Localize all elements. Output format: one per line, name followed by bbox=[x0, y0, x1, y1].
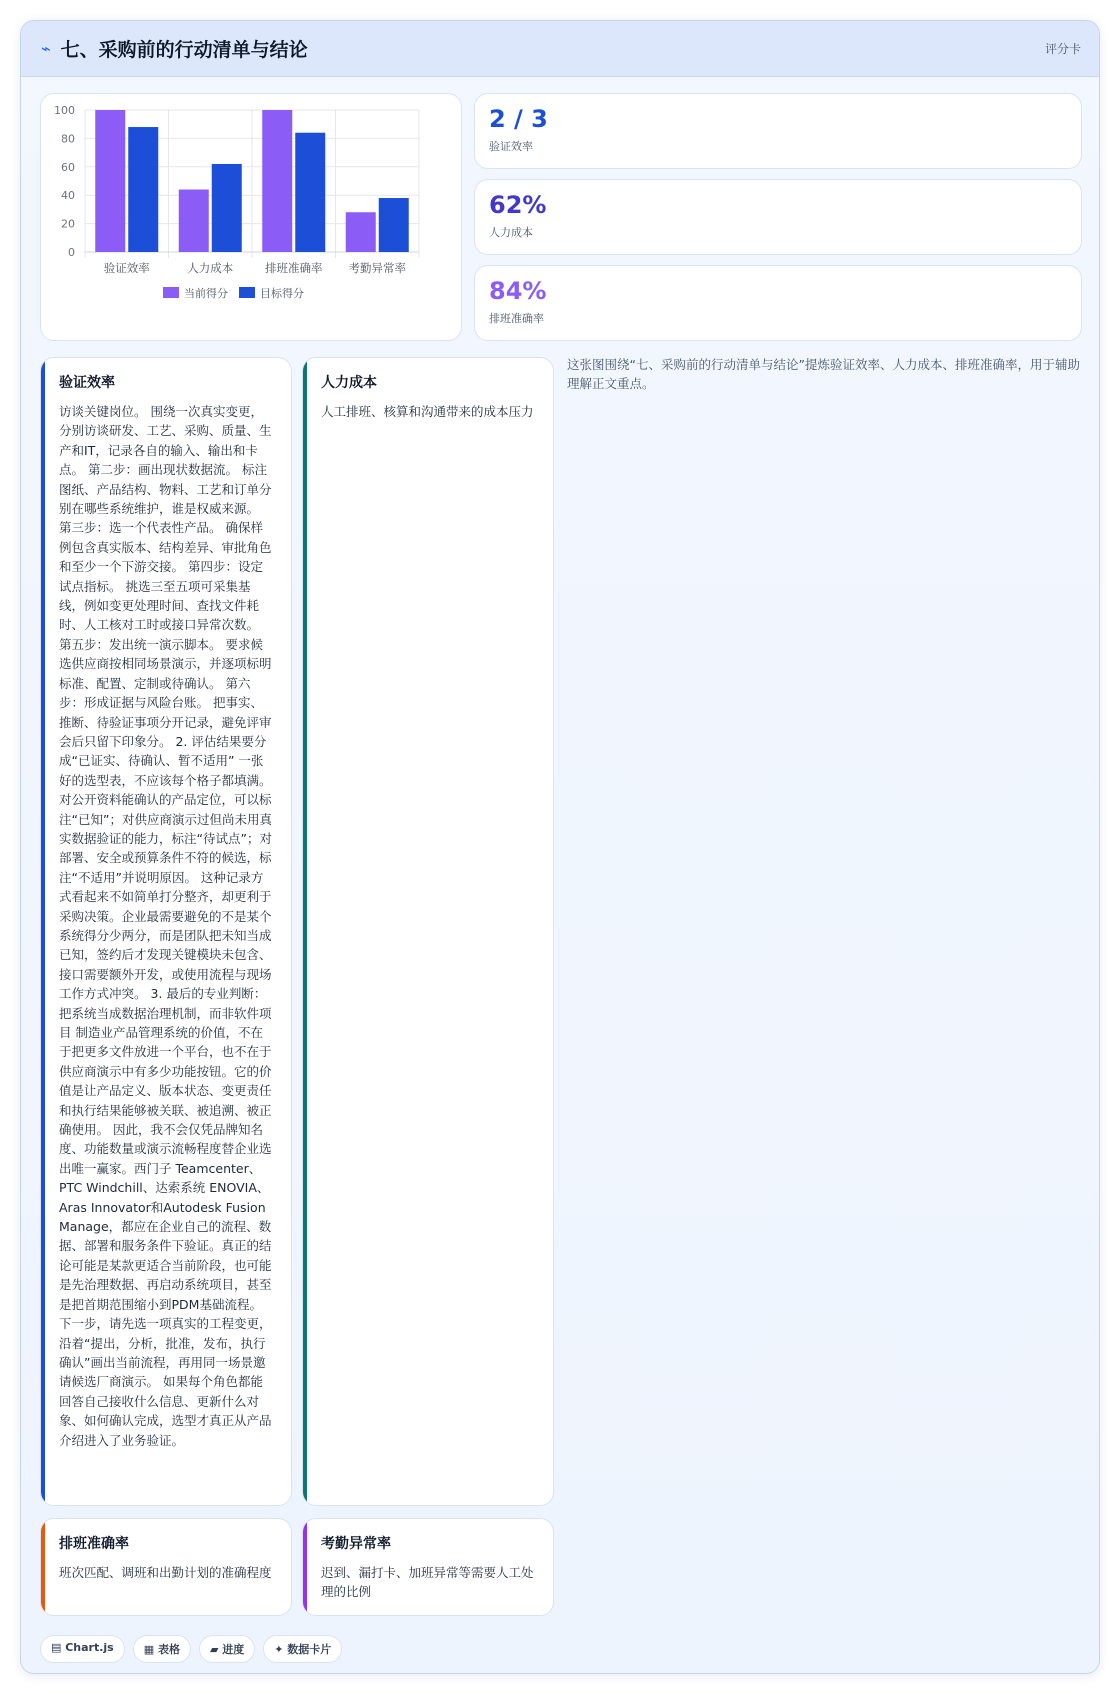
stat-card-3 bbox=[474, 265, 1082, 341]
tech-tags bbox=[40, 1635, 342, 1663]
stat-label: 排班准确率 bbox=[489, 312, 544, 325]
stat-label: 验证效率 bbox=[489, 140, 533, 153]
bar-chart-card bbox=[40, 93, 462, 341]
tag-data-card[interactable]: ✦ 数据卡片 bbox=[263, 1635, 342, 1663]
bar-target bbox=[295, 133, 325, 252]
stat-label: 人力成本 bbox=[489, 226, 533, 239]
metric-description: 迟到、漏打卡、加班异常等需要人工处理的比例 bbox=[321, 1565, 534, 1600]
legend-swatch bbox=[163, 287, 179, 298]
y-tick-label: 40 bbox=[61, 189, 75, 203]
tag-chartjs[interactable]: ▤ Chart.js bbox=[40, 1635, 125, 1663]
page-title: 七、采购前的行动清单与结论 bbox=[60, 39, 308, 61]
panel-header bbox=[21, 21, 1100, 77]
bar-target bbox=[212, 164, 242, 252]
stat-value: 84% bbox=[489, 277, 547, 305]
y-tick-label: 20 bbox=[61, 217, 75, 231]
legend-swatch bbox=[239, 287, 255, 298]
metric-card-3 bbox=[40, 1518, 292, 1616]
metric-card-1 bbox=[40, 357, 292, 1506]
stat-card-2 bbox=[474, 179, 1082, 255]
metric-title: 考勤异常率 bbox=[321, 1536, 391, 1552]
sparkline-icon: ⌁ bbox=[41, 39, 51, 58]
legend-label: 目标得分 bbox=[260, 287, 304, 300]
tag-table[interactable]: ▦ 表格 bbox=[133, 1635, 191, 1663]
stat-value: 2 / 3 bbox=[489, 105, 548, 133]
bar-chart bbox=[41, 94, 463, 342]
bar-target bbox=[128, 127, 158, 252]
y-tick-label: 60 bbox=[61, 160, 75, 174]
scorecard-panel bbox=[20, 20, 1100, 1674]
metric-card-4 bbox=[302, 1518, 554, 1616]
y-tick-label: 0 bbox=[68, 246, 75, 259]
metric-title: 人力成本 bbox=[321, 375, 377, 391]
x-tick-label: 排班准确率 bbox=[265, 261, 323, 275]
y-tick-label: 100 bbox=[54, 104, 75, 117]
chart-note: 这张图围绕“七、采购前的行动清单与结论”提炼验证效率、人力成本、排班准确率，用于辅助理解正文重点。 bbox=[567, 357, 1080, 391]
scorecard-badge: 评分卡 bbox=[1044, 42, 1081, 56]
metric-card-2 bbox=[302, 357, 554, 1506]
bar-current bbox=[262, 110, 292, 252]
metric-description: 班次匹配、调班和出勤计划的准确程度 bbox=[59, 1565, 272, 1580]
stat-card-1 bbox=[474, 93, 1082, 169]
tag-progress[interactable]: ▰ 进度 bbox=[199, 1635, 255, 1663]
bar-current bbox=[346, 212, 376, 252]
metric-title: 验证效率 bbox=[59, 375, 115, 391]
legend-label: 当前得分 bbox=[184, 287, 228, 300]
x-tick-label: 人力成本 bbox=[187, 261, 234, 275]
x-tick-label: 考勤异常率 bbox=[348, 261, 406, 275]
bar-target bbox=[379, 198, 409, 252]
bar-current bbox=[179, 190, 209, 252]
x-tick-label: 验证效率 bbox=[103, 261, 150, 275]
metric-description: 人工排班、核算和沟通带来的成本压力 bbox=[321, 404, 534, 419]
bar-current bbox=[95, 110, 125, 252]
metric-title: 排班准确率 bbox=[59, 1536, 129, 1552]
y-tick-label: 80 bbox=[61, 132, 75, 146]
metric-description: 访谈关键岗位。 围绕一次真实变更，分别访谈研发、工艺、采购、质量、生产和IT，记录各自的输入、输出和卡点。 第二步：画出现状数据流。 标注图纸、产品结构、物料、工艺和订单分别在哪些系统维护，谁是权威来源。 第三步：选一个代表性产品。 确保样例包含真实版本、结构差异、审批角色和至少一个下游交接。 第四步：设定试点指标。 挑选三至五项可采集基线，例如变更处理时间、查找文件耗时、人工核对工时或接口异常次数。 第五步：发出统一演示脚本。 要求候选供应商按相同场景演示，并逐项标明标准、配置、定制或待确认。 第六步：形成证据与风险台账。 把事实、推断、待验证事项分开记录，避免评审会后只留下印象分。 2. 评估结果要分成“已证实、待确认、暂不适用” 一张好的选型表，不应该每个格子都填满。对公开资料能确认的产品定位，可以标注“已知”；对供应商演示过但尚未用真实数据验证的能力，标注“待试点”；对部署、安全或预算条件不符的候选，标注“不适用”并说明原因。 这种记录方式看起来不如简单打分整齐，却更利于采购决策。企业最需要避免的不是某个系统得分少两分，而是团队把未知当成已知，签约后才发现关键模块未包含、接口需要额外开发，或使用流程与现场工作方式冲突。 3. 最后的专业判断：把系统当成数据治理机制，而非软件项目 制造业产品管理系统的价值，不在于把更多文件放进一个平台，也不在于供应商演示中有多少功能按钮。它的价值是让产品定义、版本状态、变更责任和执行结果能够被关联、被追溯、被正确使用。 因此，我不会仅凭品牌知名度、功能数量或演示流畅程度替企业选出唯一赢家。西门子 Teamcenter、PTC Windchill、达索系统 ENOVIA、Aras Innovator和Autodesk Fusion Manage，都应在企业自己的流程、数据、部署和服务条件下验证。真正的结论可能是某款更适合当前阶段，也可能是先治理数据、再启动系统项目，甚至是把首期范围缩小到PDM基础流程。 下一步，请先选一项真实的工程变更，沿着“提出，分析，批准，发布，执行确认”画出当前流程，再用同一场景邀请候选厂商演示。 如果每个角色都能回答自己接收什么信息、更新什么对象、如何确认完成，选型才真正从产品介绍进入了业务验证。 bbox=[59, 404, 272, 1448]
stat-value: 62% bbox=[489, 191, 547, 219]
